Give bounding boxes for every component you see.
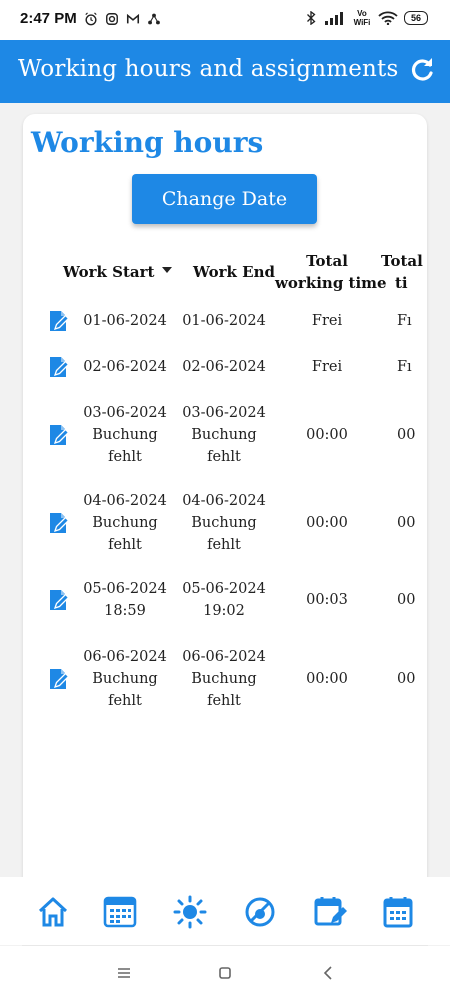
sun-icon[interactable] bbox=[173, 895, 207, 929]
header-work-start[interactable]: Work Start bbox=[63, 263, 155, 281]
cell-total-clipped: 00 bbox=[397, 515, 416, 531]
sort-down-icon[interactable] bbox=[162, 267, 172, 273]
cell-work-end: 01-06-2024 bbox=[182, 313, 266, 329]
bluetooth-icon bbox=[304, 11, 318, 25]
calendar-icon[interactable] bbox=[381, 895, 415, 929]
cell-total-clipped: 00 bbox=[397, 427, 416, 443]
instagram-icon bbox=[105, 12, 119, 26]
system-navigation bbox=[0, 946, 450, 1000]
calendar-edit-icon[interactable] bbox=[313, 895, 347, 929]
status-time: 2:47 PM bbox=[20, 10, 77, 27]
refresh-icon[interactable] bbox=[408, 56, 436, 84]
cell-work-end: 03-06-2024 Buchung fehlt bbox=[182, 405, 266, 465]
cell-total-working-time: Frei bbox=[311, 313, 343, 329]
gmail-icon bbox=[126, 12, 140, 26]
cell-total-clipped: 00 bbox=[397, 592, 416, 608]
cell-total-clipped: Fı bbox=[397, 359, 412, 375]
signal-icon bbox=[324, 11, 346, 25]
header-work-end[interactable]: Work End bbox=[193, 263, 275, 281]
cell-work-start: 05-06-2024 18:59 bbox=[83, 581, 167, 619]
cell-total-working-time: Frei bbox=[311, 359, 343, 375]
header-total-working-time[interactable]: Total working time bbox=[275, 252, 387, 292]
change-date-button[interactable]: Change Date bbox=[132, 174, 317, 224]
cell-work-end: 02-06-2024 bbox=[182, 359, 266, 375]
edit-row-icon[interactable] bbox=[47, 667, 69, 691]
app-title: Working hours and assignments bbox=[18, 56, 399, 82]
cell-work-end: 06-06-2024 Buchung fehlt bbox=[182, 649, 266, 709]
home-square-icon[interactable] bbox=[214, 962, 236, 984]
battery-indicator: 56 bbox=[404, 11, 428, 25]
network-label: Vo WiFi bbox=[353, 9, 371, 27]
cell-total-working-time: 00:00 bbox=[306, 515, 348, 531]
alarm-icon bbox=[84, 12, 98, 26]
card-title: Working hours bbox=[31, 126, 264, 159]
edit-row-icon[interactable] bbox=[47, 355, 69, 379]
back-icon[interactable] bbox=[317, 962, 339, 984]
bottom-navigation bbox=[0, 877, 450, 945]
cell-total-working-time: 00:00 bbox=[306, 671, 348, 687]
edit-row-icon[interactable] bbox=[47, 423, 69, 447]
header-total-clipped[interactable]: Total ti bbox=[381, 252, 423, 292]
edit-row-icon[interactable] bbox=[47, 511, 69, 535]
cell-work-start: 02-06-2024 bbox=[83, 359, 167, 375]
working-hours-card bbox=[23, 114, 427, 894]
menu-icon[interactable] bbox=[113, 962, 135, 984]
no-sun-icon[interactable] bbox=[243, 895, 277, 929]
cell-total-clipped: 00 bbox=[397, 671, 416, 687]
cell-work-end: 04-06-2024 Buchung fehlt bbox=[182, 493, 266, 553]
edit-row-icon[interactable] bbox=[47, 309, 69, 333]
cell-work-start: 06-06-2024 Buchung fehlt bbox=[83, 649, 167, 709]
app-bar bbox=[0, 40, 450, 103]
edit-row-icon[interactable] bbox=[47, 588, 69, 612]
cell-work-end: 05-06-2024 19:02 bbox=[182, 581, 266, 619]
home-icon[interactable] bbox=[36, 895, 70, 929]
wifi-icon bbox=[378, 11, 398, 25]
cell-work-start: 01-06-2024 bbox=[83, 313, 167, 329]
cell-work-start: 04-06-2024 Buchung fehlt bbox=[83, 493, 167, 553]
cell-total-working-time: 00:00 bbox=[306, 427, 348, 443]
cell-work-start: 03-06-2024 Buchung fehlt bbox=[83, 405, 167, 465]
status-bar bbox=[0, 0, 450, 40]
cell-total-working-time: 00:03 bbox=[306, 592, 348, 608]
calendar-grid-icon[interactable] bbox=[103, 895, 137, 929]
share-nodes-icon bbox=[147, 12, 161, 26]
cell-total-clipped: Fı bbox=[397, 313, 412, 329]
